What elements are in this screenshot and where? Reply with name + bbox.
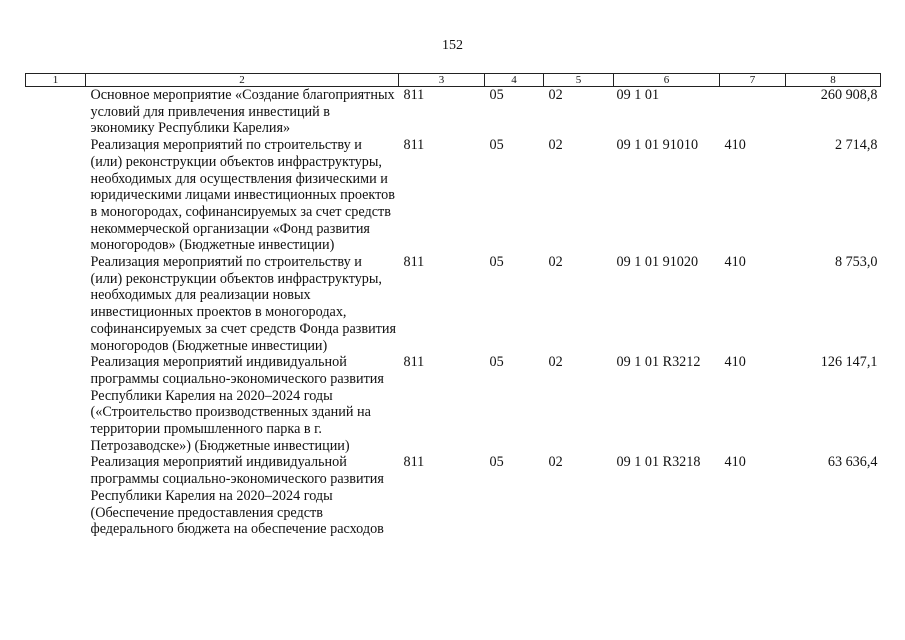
budget-table (25, 73, 881, 538)
subsection-code: 02 (548, 87, 563, 103)
column-header-4: 4 (485, 74, 544, 87)
section-code: 05 (489, 354, 504, 371)
target-article-code: 09 1 01 R3218 (616, 454, 701, 471)
expense-name: Реализация мероприятий индивидуальной программы социально-экономического развития Республики Карелия на 2020–2024 годы (Обеспечение предоставления средств федерального бюджета на обеспечение расходов (90, 454, 384, 538)
amount-value: 8 753,0 (834, 254, 878, 271)
column-number-row (26, 74, 881, 87)
section-code: 05 (489, 254, 504, 271)
table-row (26, 354, 881, 454)
table-row (26, 254, 881, 354)
target-article-code: 09 1 01 R3212 (616, 354, 701, 371)
target-article-code: 09 1 01 91020 (616, 254, 699, 271)
ministry-code: 811 (403, 254, 425, 271)
page-number: 152 (442, 38, 463, 53)
column-header-3: 3 (399, 74, 485, 87)
column-header-2: 2 (86, 74, 399, 87)
ministry-code: 811 (403, 87, 425, 103)
column-header-7: 7 (720, 74, 786, 87)
expense-type-code: 410 (724, 137, 746, 154)
row-index-cell (26, 137, 86, 254)
row-index-cell (26, 254, 86, 354)
target-article-code: 09 1 01 91010 (616, 137, 699, 154)
expense-name: Реализация мероприятий по строительству и (или) реконструкции объектов инфраструктуры, необходимых для осуществления физическими и юридическими лицами инвестиционных проектов в моногородах, софинансируемых за счет средств некоммерческой организации «Фонд развития моногородов» (Бюджетные инвестиции) (90, 137, 395, 254)
subsection-code: 02 (548, 254, 563, 271)
subsection-code: 02 (548, 454, 563, 471)
column-header-8: 8 (786, 74, 881, 87)
expense-name: Реализация мероприятий индивидуальной программы социально-экономического развития Республики Карелия на 2020–2024 годы («Строительство производственных зданий на территории промышленного парка в г. Петрозаводске») (Бюджетные инвестиции) (90, 354, 384, 454)
section-code: 05 (489, 137, 504, 154)
expense-name: Реализация мероприятий по строительству и (или) реконструкции объектов инфраструктуры, необходимых для реализации новых инвестиционных проектов в моногородах, софинансируемых за счет средств Фонда развития моногородов (Бюджетные инвестиции) (90, 254, 396, 354)
ministry-code: 811 (403, 137, 425, 154)
table-row (26, 137, 881, 254)
amount-value: 63 636,4 (827, 454, 878, 471)
section-code: 05 (489, 454, 504, 471)
row-index-cell (26, 354, 86, 454)
column-header-1: 1 (26, 74, 86, 87)
expense-type-code (720, 87, 786, 138)
target-article-code: 09 1 01 (616, 87, 660, 103)
table-row (26, 454, 881, 538)
table-row (26, 87, 881, 138)
amount-value: 2 714,8 (834, 137, 878, 154)
ministry-code: 811 (403, 354, 425, 371)
column-header-6: 6 (614, 74, 720, 87)
amount-value: 126 147,1 (820, 354, 878, 371)
expense-name: Основное мероприятие «Создание благоприятных условий для привлечения инвестиций в экономику Республики Карелия» (90, 87, 395, 137)
expense-type-code: 410 (724, 254, 746, 271)
amount-value: 260 908,8 (820, 87, 878, 103)
row-index-cell (26, 454, 86, 538)
subsection-code: 02 (548, 137, 563, 154)
ministry-code: 811 (403, 454, 425, 471)
expense-type-code: 410 (724, 454, 746, 471)
row-index-cell (26, 87, 86, 138)
column-header-5: 5 (544, 74, 614, 87)
subsection-code: 02 (548, 354, 563, 371)
section-code: 05 (489, 87, 504, 103)
expense-type-code: 410 (724, 354, 746, 371)
